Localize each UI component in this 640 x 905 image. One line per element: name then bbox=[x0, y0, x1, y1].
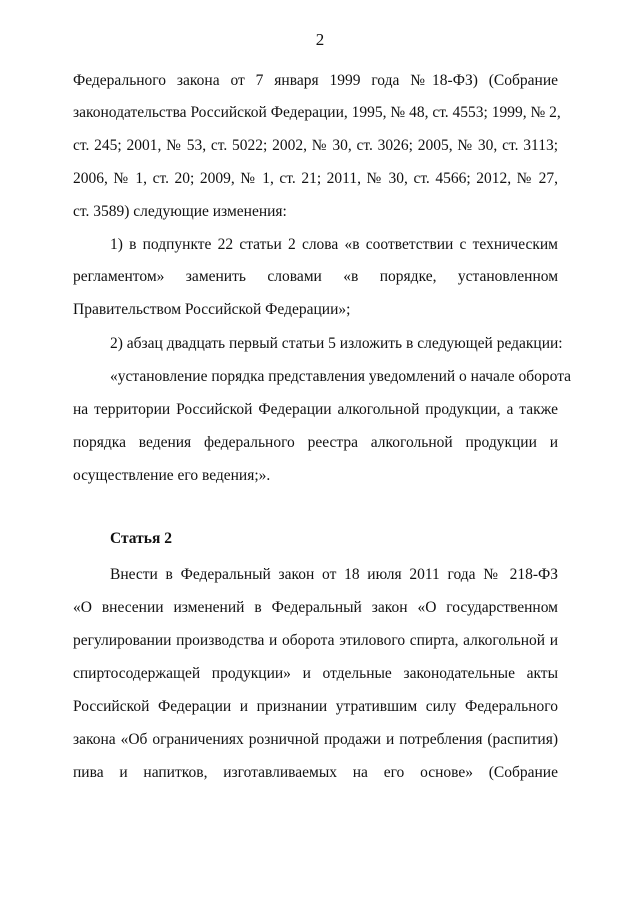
text-line: спиртосодержащей продукции» и отдельные законодательные акты bbox=[73, 665, 558, 682]
text-line: регулировании производства и оборота этилового спирта, алкогольной и bbox=[73, 632, 558, 649]
text-line: «О внесении изменений в Федеральный закон «О государственном bbox=[73, 599, 558, 616]
text-line: закона «Об ограничениях розничной продажи и потребления (распития) bbox=[73, 731, 558, 748]
text-line: законодательства Российской Федерации, 1995, № 48, ст. 4553; 1999, № 2, bbox=[73, 104, 561, 121]
article-heading: Статья 2 bbox=[110, 530, 172, 547]
text-line: «установление порядка представления уведомлений о начале оборота bbox=[110, 368, 572, 385]
text-line: 2006, № 1, ст. 20; 2009, № 1, ст. 21; 2011, № 30, ст. 4566; 2012, № 27, bbox=[73, 170, 558, 187]
text-line: регламентом» заменить словами «в порядке, установленном bbox=[73, 268, 558, 285]
page-number: 2 bbox=[315, 30, 325, 49]
text-line: Правительством Российской Федерации»; bbox=[73, 301, 351, 318]
text-line: пива и напитков, изготавливаемых на его основе» (Собрание bbox=[73, 764, 558, 781]
text-line: осуществление его ведения;». bbox=[73, 467, 271, 484]
text-line: 2) абзац двадцать первый статьи 5 изложить в следующей редакции: bbox=[110, 335, 563, 352]
text-line: порядка ведения федерального реестра алкогольной продукции и bbox=[73, 434, 558, 451]
text-line: Внести в Федеральный закон от 18 июля 2011 года № 218-ФЗ bbox=[110, 566, 558, 583]
text-line: ст. 3589) следующие изменения: bbox=[73, 203, 287, 220]
text-line: ст. 245; 2001, № 53, ст. 5022; 2002, № 30, ст. 3026; 2005, № 30, ст. 3113; bbox=[73, 137, 558, 154]
text-line: Федерального закона от 7 января 1999 года №18-ФЗ) (Собрание bbox=[73, 72, 558, 89]
text-line: Российской Федерации и признании утратившим силу Федерального bbox=[73, 698, 558, 715]
text-line: на территории Российской Федерации алкогольной продукции, а также bbox=[73, 401, 558, 418]
text-line: 1) в подпункте 22 статьи 2 слова «в соответствии с техническим bbox=[110, 236, 558, 253]
